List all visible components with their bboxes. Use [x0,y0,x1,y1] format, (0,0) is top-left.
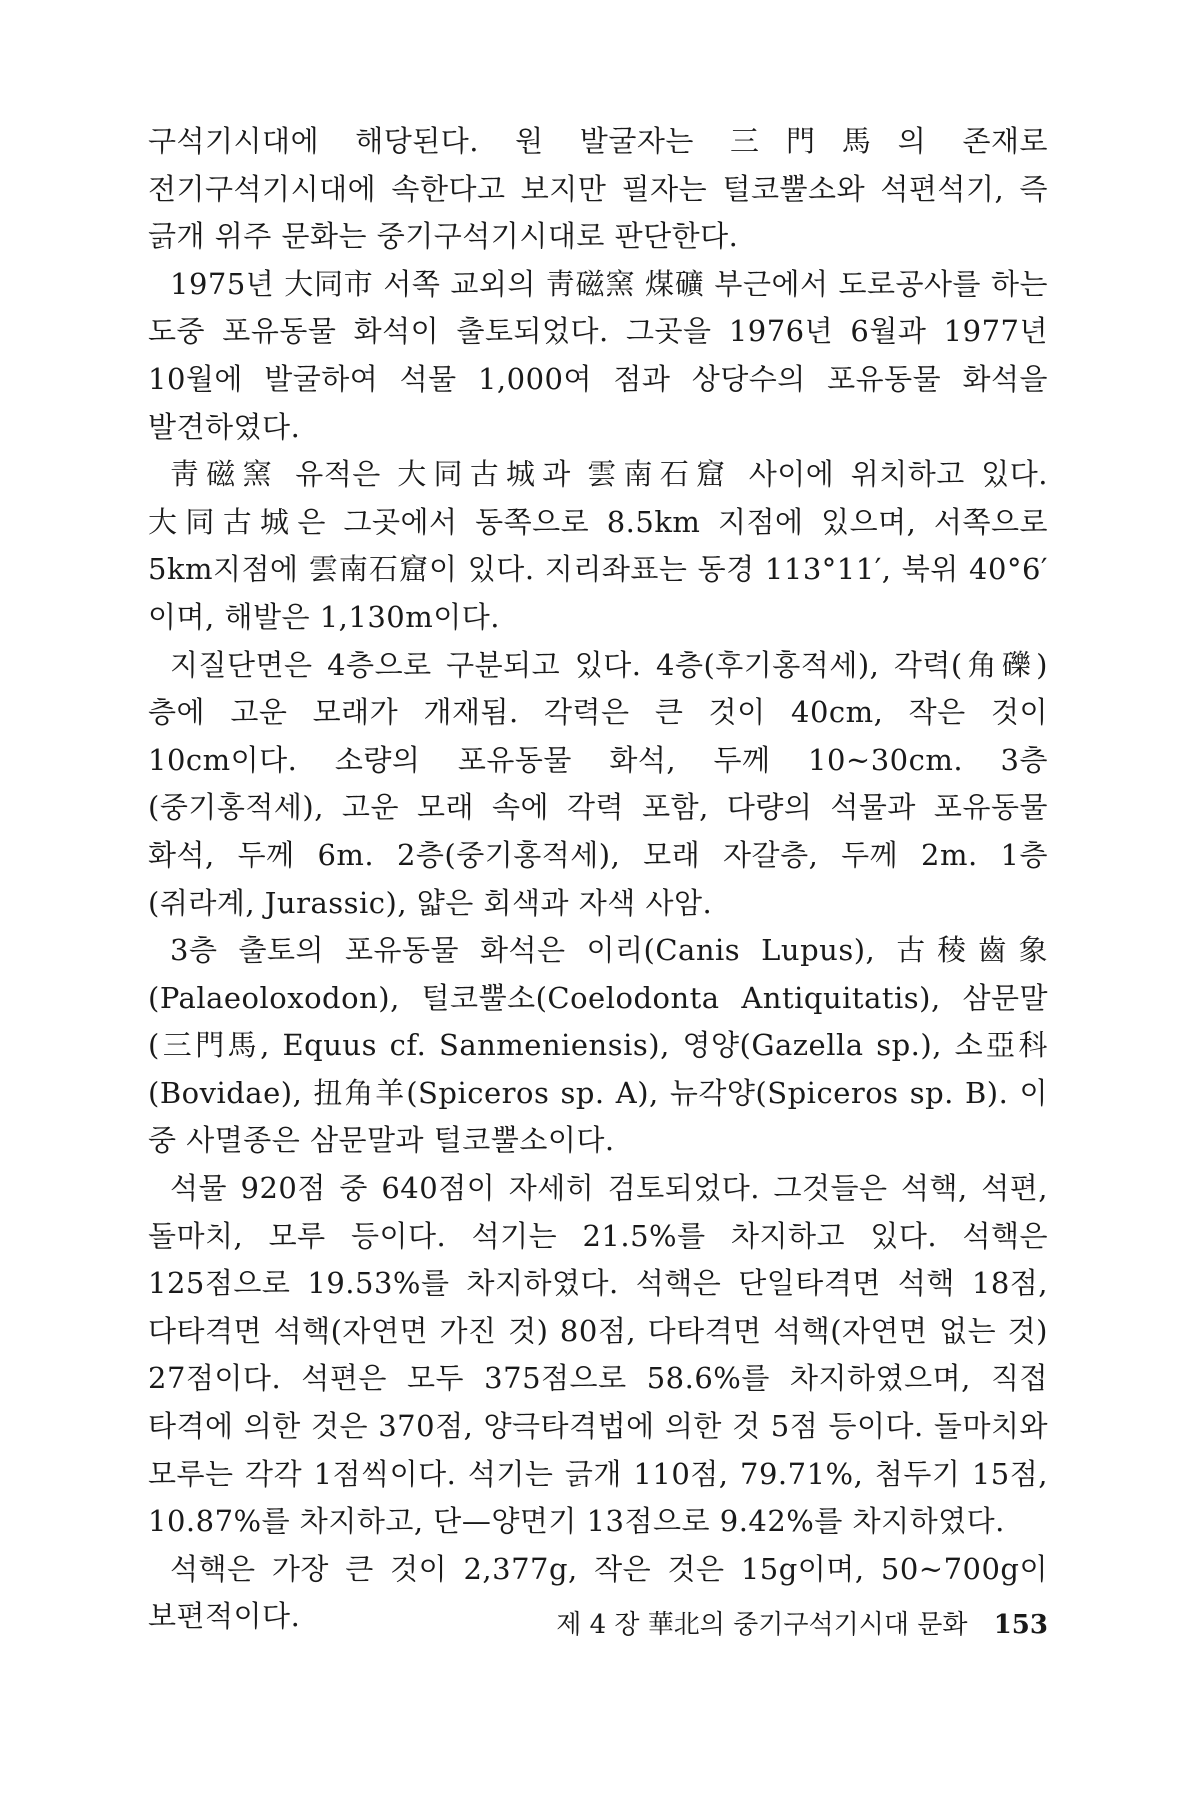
paragraph-7: 석핵은 가장 큰 것이 2,377g, 작은 것은 15g이며, 50~700g이 보편적이다. [148,1551,1048,1634]
paragraph-2: 1975년 大同市 서쪽 교외의 靑磁窯 煤礦 부근에서 도로공사를 하는 도중 포유동물 화석이 출토되었다. 그곳을 1976년 6월과 1977년 10월에 발굴하여 석물 1,000여 점과 상당수의 포유동물 화석을 발견하였다. [148,266,1048,444]
paragraph-1: 구석기시대에 해당된다. 원 발굴자는 三門馬의 존재로 전기구석기시대에 속한다고 보지만 필자는 털코뿔소와 석편석기, 즉 긁개 위주 문화는 중기구석기시대로 판단한다. [148,124,1048,254]
page-number: 153 [993,1610,1048,1640]
paragraph-6: 석물 920점 중 640점이 자세히 검토되었다. 그것들은 석핵, 석편, 돌마치, 모루 등이다. 석기는 21.5%를 차지하고 있다. 석핵은 125점으로 19.53%를 차지하였다. 석핵은 단일타격면 석핵 18점, 다타격면 석핵(자연면 가진 것) 80점, 다타격면 석핵(자연면 없는 것) 27점이다. 석편은 모두 375점으로 58.6%를 차지하였으며, 직접 타격에 의한 것은 370점, 양극타격법에 의한 것 5점 등이다. 돌마치와 모루는 각각 1점씩이다. 석기는 긁개 110점, 79.71%, 첨두기 15점, 10.87%를 차지하고, 단—양면기 13점으로 9.42%를 차지하였다. [148,1171,1048,1539]
paragraph-3: 靑磁窯 유적은 大同古城과 雲南石窟 사이에 위치하고 있다. 大同古城은 그곳에서 동쪽으로 8.5km 지점에 있으며, 서쪽으로 5km지점에 雲南石窟이 있다. 지리좌표는 동경 113°11′, 북위 40°6′이며, 해발은 1,130m이다. [148,457,1048,634]
running-head: 제 4 장 華北의 중기구석기시대 문화 [556,1610,968,1640]
page-body [148,118,1048,1641]
page-footer [148,1608,1048,1642]
paragraph-5: 3층 출토의 포유동물 화석은 이리(Canis Lupus), 古稜齒象(Palaeoloxodon), 털코뿔소(Coelodonta Antiquitatis), 삼문말(三門馬, Equus cf. Sanmeniensis), 영양(Gazella sp.), 소亞科(Bovidae), 扭角羊(Spiceros sp. A), 뉴각양(Spiceros sp. B). 이 중 사멸종은 삼문말과 털코뿔소이다. [148,933,1048,1158]
paragraph-4: 지질단면은 4층으로 구분되고 있다. 4층(후기홍적세), 각력(角礫)층에 고운 모래가 개재됨. 각력은 큰 것이 40cm, 작은 것이 10cm이다. 소량의 포유동물 화석, 두께 10~30cm. 3층(중기홍적세), 고운 모래 속에 각력 포함, 다량의 석물과 포유동물 화석, 두께 6m. 2층(중기홍적세), 모래 자갈층, 두께 2m. 1층(쥐라계, Jurassic), 얇은 회색과 자색 사암. [148,647,1048,920]
